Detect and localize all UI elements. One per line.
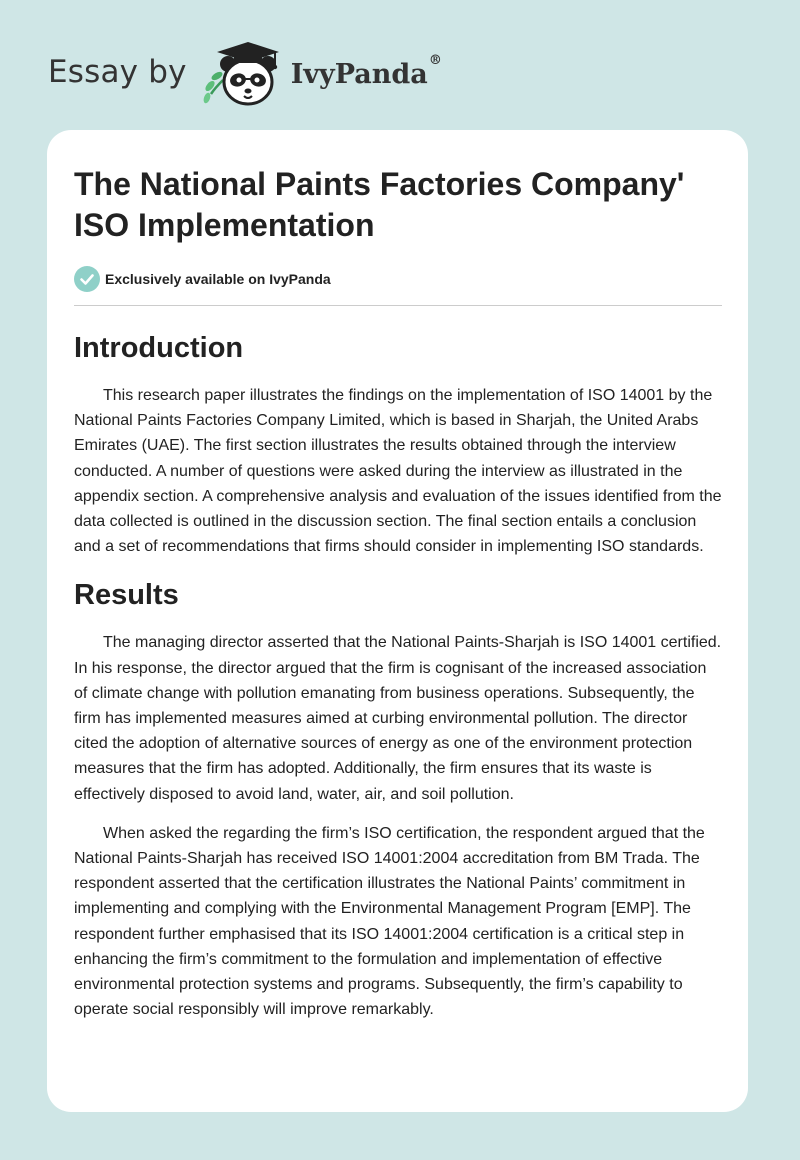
paragraph: This research paper illustrates the findings on the implementation of ISO 14001 by the National Paints Factories Company Limited, which is based in Sharjah, the United Arabs Emirates (UAE). The first section illustrates the results obtained through the interview conducted. A number of questions were asked during the interview as illustrated in the appendix section. A comprehensive analysis and evaluation of the issues identified from the data collected is outlined in the discussion section. The final section entails a conclusion and a set of recommendations that firms should consider in implementing ISO standards. <box>74 387 722 556</box>
paragraph: The managing director asserted that the National Paints-Sharjah is ISO 14001 certified. In his response, the director argued that the firm is cognisant of the increased association of climate change with pollution emanating from business operations. Subsequently, the firm has implemented measures aimed at curbing environmental pollution. The director cited the adoption of alternative sources of energy as one of the environment protection measures that the firm has adopted. Additionally, the firm ensures that its waste is effectively disposed to avoid land, water, air, and soil pollution. <box>74 634 722 803</box>
section-heading-introduction: Introduction <box>74 332 244 364</box>
results-section <box>74 578 722 1022</box>
panda-graduate-icon[interactable] <box>201 36 289 108</box>
introduction-section <box>74 331 722 559</box>
title-divider <box>74 305 722 306</box>
registered-mark: ® <box>428 52 442 68</box>
essay-card <box>47 130 748 1112</box>
check-circle-icon <box>74 266 100 292</box>
section-heading-results: Results <box>74 579 179 612</box>
availability-badge <box>74 266 722 292</box>
brand-name-text: IvyPanda <box>290 58 428 90</box>
availability-badge-text: Exclusively available on IvyPanda <box>105 271 331 287</box>
page-title: The National Paints Factories Company' ISO Implementation <box>74 166 685 243</box>
brand-prefix: Essay by <box>48 54 187 90</box>
brand-name <box>290 52 442 90</box>
paragraph: When asked the regarding the firm’s ISO certification, the respondent argued that the National Paints-Sharjah has received ISO 14001:2004 accreditation from BM Trada. The respondent asserted that the certification illustrates the National Paints’ commitment in implementing and complying with the Environmental Management Program [EMP]. The respondent further emphasised that its ISO 14001:2004 certification is a critical step in enhancing the firm’s commitment to the formulation and implementation of effective environmental protection systems and programs. Subsequently, the firm’s capability to operate social responsibly will improve remarkably. <box>74 824 705 1019</box>
brand-header <box>48 36 442 108</box>
